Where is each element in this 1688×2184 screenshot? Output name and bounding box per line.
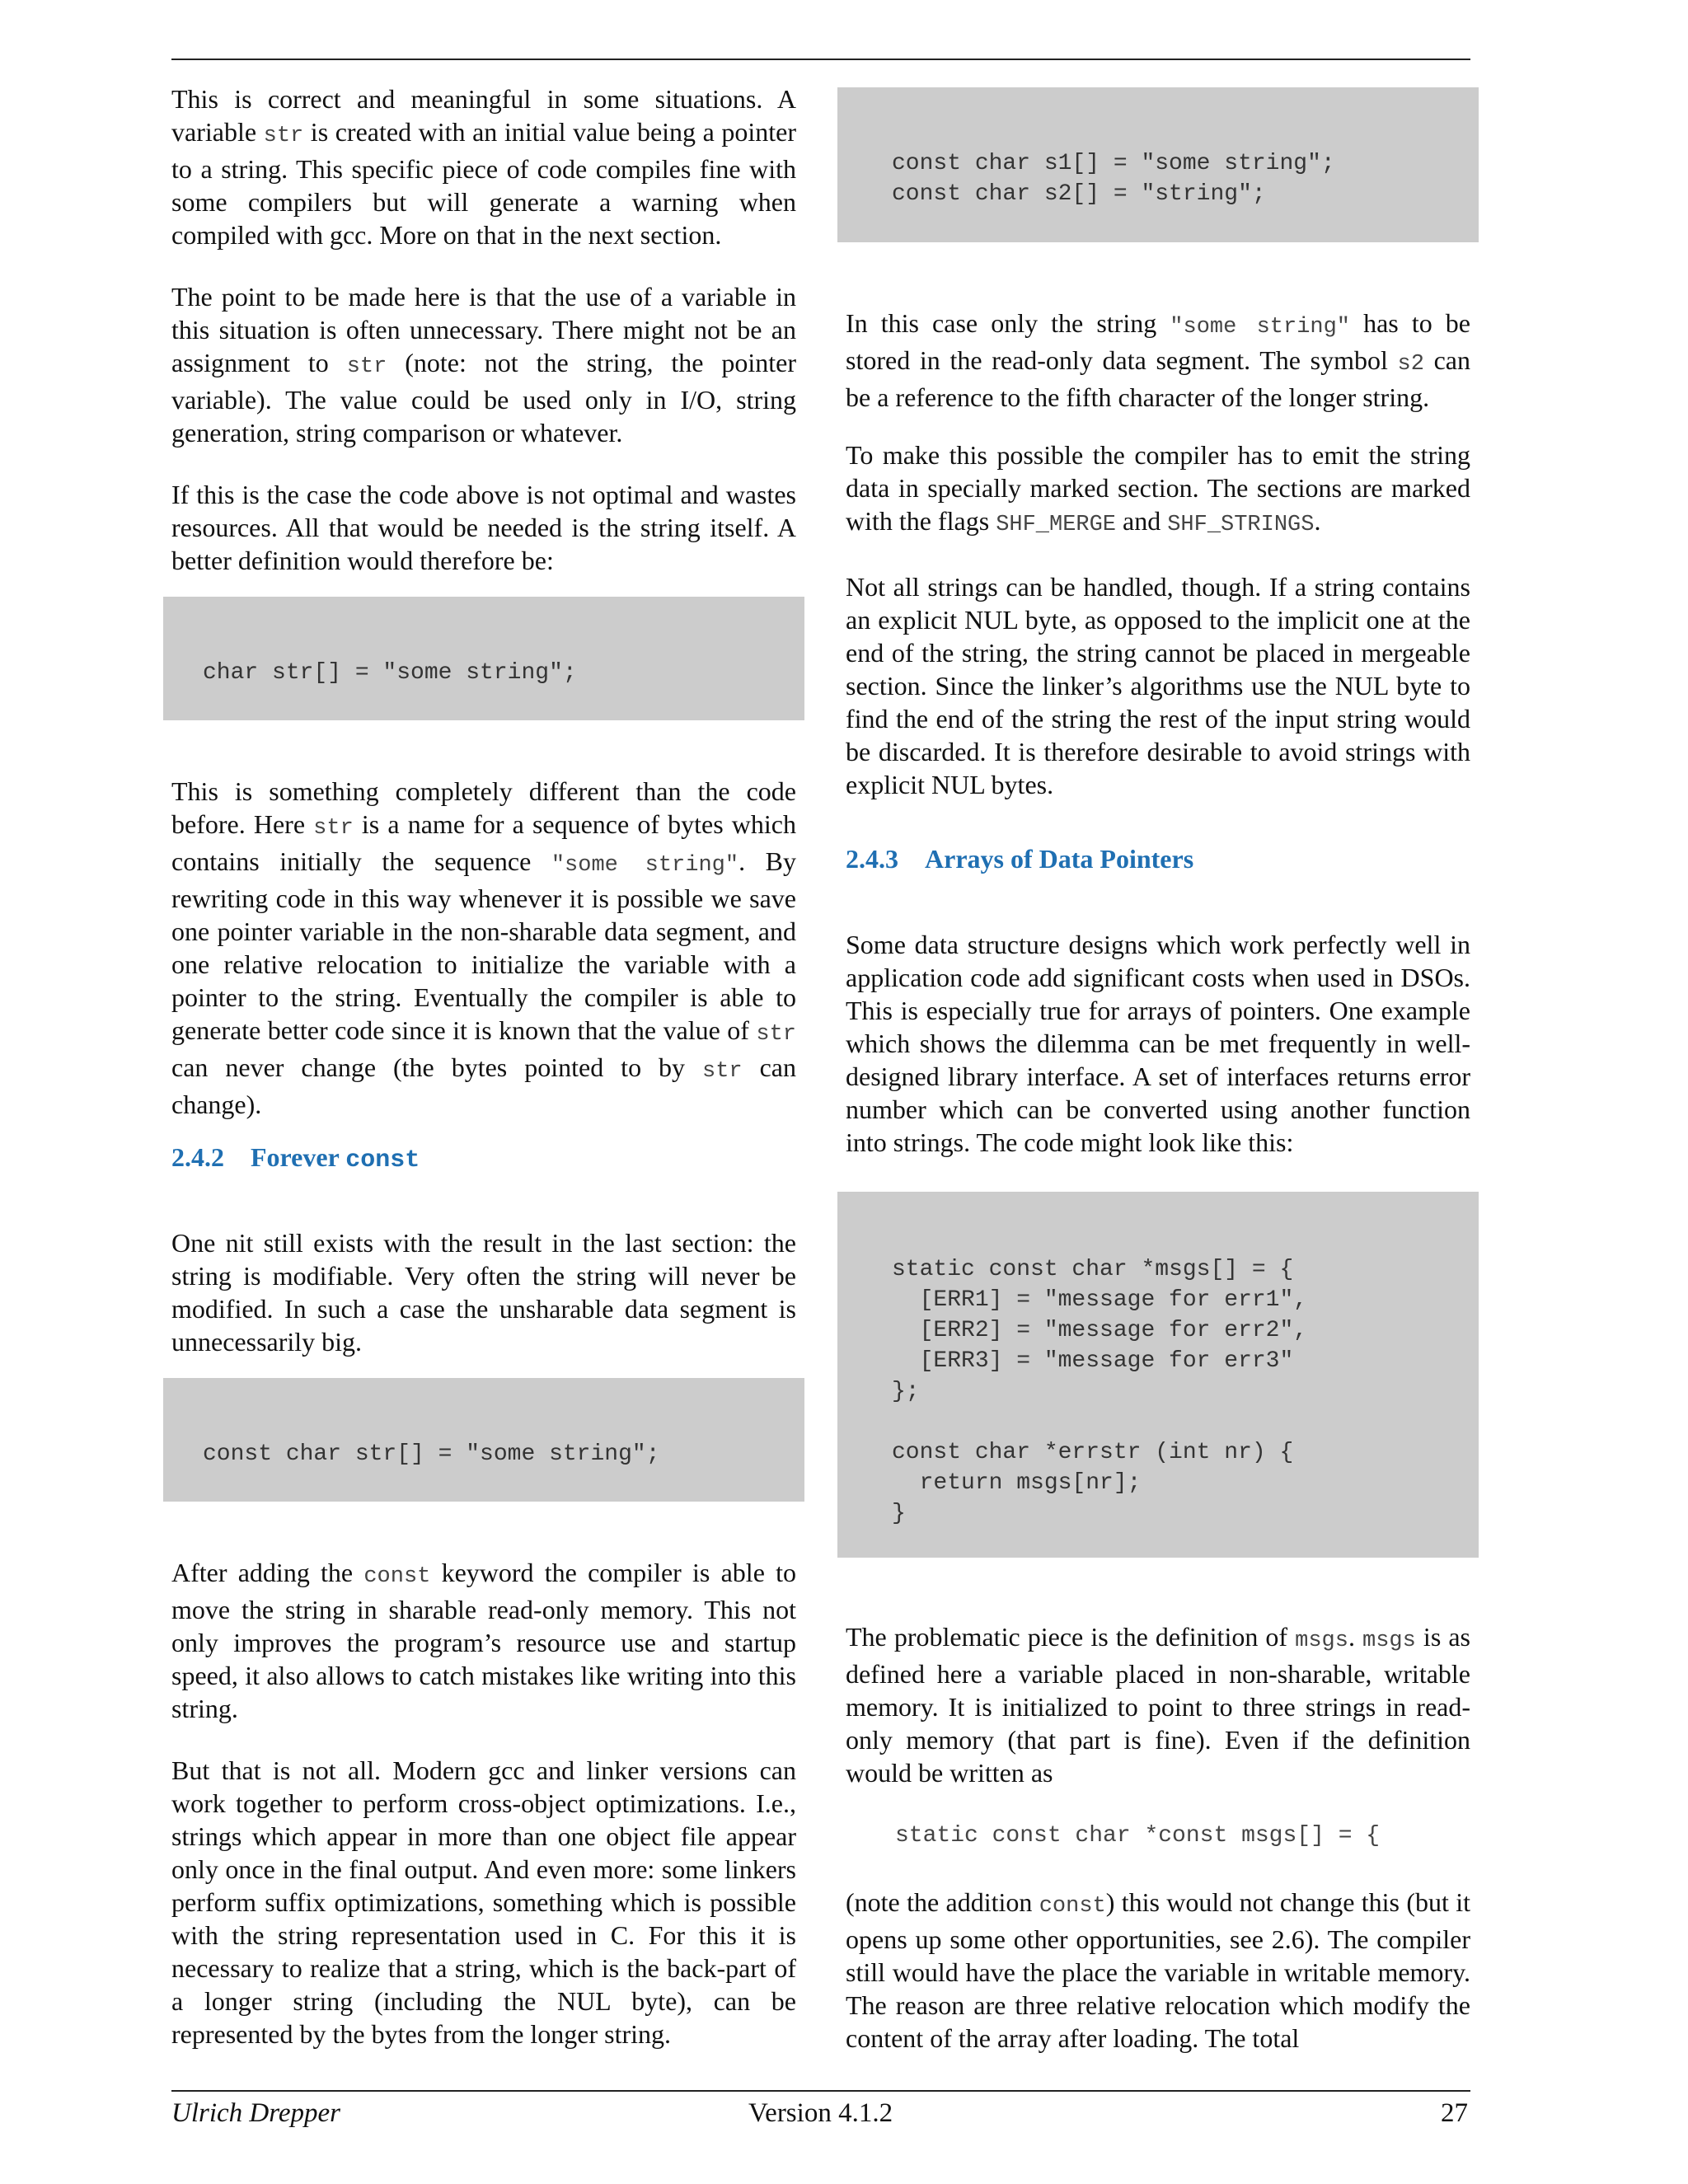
code-text: const char str[] = "some string"; [203, 1441, 660, 1467]
paragraph: The point to be made here is that the use of a variable in this situation is often unnecessary. There might not be an assignment to str (note: not the string, the pointer variable). The value could be used only in I/O, string generation, string comparison or whatever. [171, 282, 797, 448]
paragraph: If this is the case the code above is not optimal and wastes resources. All that would be needed is the string itself. A better definition would therefore be: [171, 480, 796, 575]
footer-rule [171, 2090, 1470, 2092]
footer-version: Version 4.1.2 [748, 2098, 893, 2128]
paragraph: Not all strings can be handled, though. If a string contains an explicit NUL byte, as opposed to the implicit one at the end of the string, the string cannot be placed in mergeable section. Since the linker’s algorithms use the NUL byte to find the end of the string the rest of the input string would be discarded. It is therefore desirable to avoid strings with explicit NUL bytes. [846, 572, 1470, 799]
section-heading: 2.4.2 Forever const [171, 1142, 420, 1174]
code-text: char str[] = "some string"; [203, 660, 577, 686]
page-number: 27 [1441, 2098, 1468, 2128]
code-block [163, 597, 804, 720]
paragraph: (note the addition const) this would not change this (but it opens up some other opportunities, see 2.6). The compiler still would have the place the variable in writable memory. The reason are three relative relocation which modify the content of the array after loading. The total [846, 1887, 1471, 2053]
code-block [837, 1192, 1479, 1558]
code-line: static const char *const msgs[] = { [895, 1823, 1381, 1849]
code-block [837, 87, 1479, 242]
section-heading: 2.4.3 Arrays of Data Pointers [846, 844, 1194, 874]
paragraph: But that is not all. Modern gcc and linker versions can work together to perform cross-object optimizations. I.e., strings which appear in more than one object file appear only once in the final output. And even more: some linkers perform suffix optimizations, something which is possible with the string representation used in C. For this it is necessary to realize that a string, which is the back-part of a longer string (including the NUL byte), can be represented by the bytes from the longer string. [171, 1755, 796, 2049]
code-text: const char s1[] = "some string"; const char s2[] = "string"; [892, 151, 1335, 207]
code-block [163, 1378, 804, 1502]
code-text: static const char *msgs[] = { [ERR1] = "message for err1", [ERR2] = "message for err2", [ERR3] = "message for err3" }; const char *errstr (int nr) { return msgs[nr]; } [892, 1257, 1308, 1526]
paragraph: In this case only the string "some string" has to be stored in the read-only data segment. The symbol s2 can be a reference to the fifth character of the longer string. [846, 308, 1470, 412]
paragraph: The problematic piece is the definition of msgs. msgs is as defined here a variable placed in non-sharable, writable memory. It is initialized to point to three strings in read-only memory (that part is fine). Even if the definition would be written as [846, 1622, 1470, 1788]
paragraph: This is correct and meaningful in some situations. A variable str is created with an initial value being a pointer to a string. This specific piece of code compiles fine with some compilers but will generate a warning when compiled with gcc. More on that in the next section. [171, 84, 797, 250]
paragraph: This is something completely different than the code before. Here str is a name for a sequence of bytes which contains initially the sequence "some string". By rewriting code in this way whenever it is possible we save one pointer variable in the non-sharable data segment, and one relative relocation to initialize the variable with a pointer to the string. Eventually the compiler is able to generate better code since it is known that the value of str can never change (the bytes pointed to by str can change). [171, 776, 797, 1119]
header-rule [171, 59, 1470, 60]
paragraph: One nit still exists with the result in the last section: the string is modifiable. Very often the string will never be modified. In such a case the unsharable data segment is unnecessarily big. [171, 1228, 796, 1357]
paragraph: After adding the const keyword the compiler is able to move the string in sharable read-only memory. This not only improves the program’s resource use and startup speed, it also allows to catch mistakes like writing into this string. [171, 1558, 797, 1723]
paragraph: Some data structure designs which work perfectly well in application code add significant costs when used in DSOs. This is especially true for arrays of pointers. One example which shows the dilemma can be met frequently in well-designed library interface. A set of interfaces returns error number which can be converted using another function into strings. The code might look like this: [846, 930, 1470, 1157]
footer-author: Ulrich Drepper [171, 2098, 340, 2128]
paragraph: To make this possible the compiler has to emit the string data in specially marked section. The sections are marked with the flags SHF_MERGE and SHF_STRINGS. [846, 440, 1470, 537]
